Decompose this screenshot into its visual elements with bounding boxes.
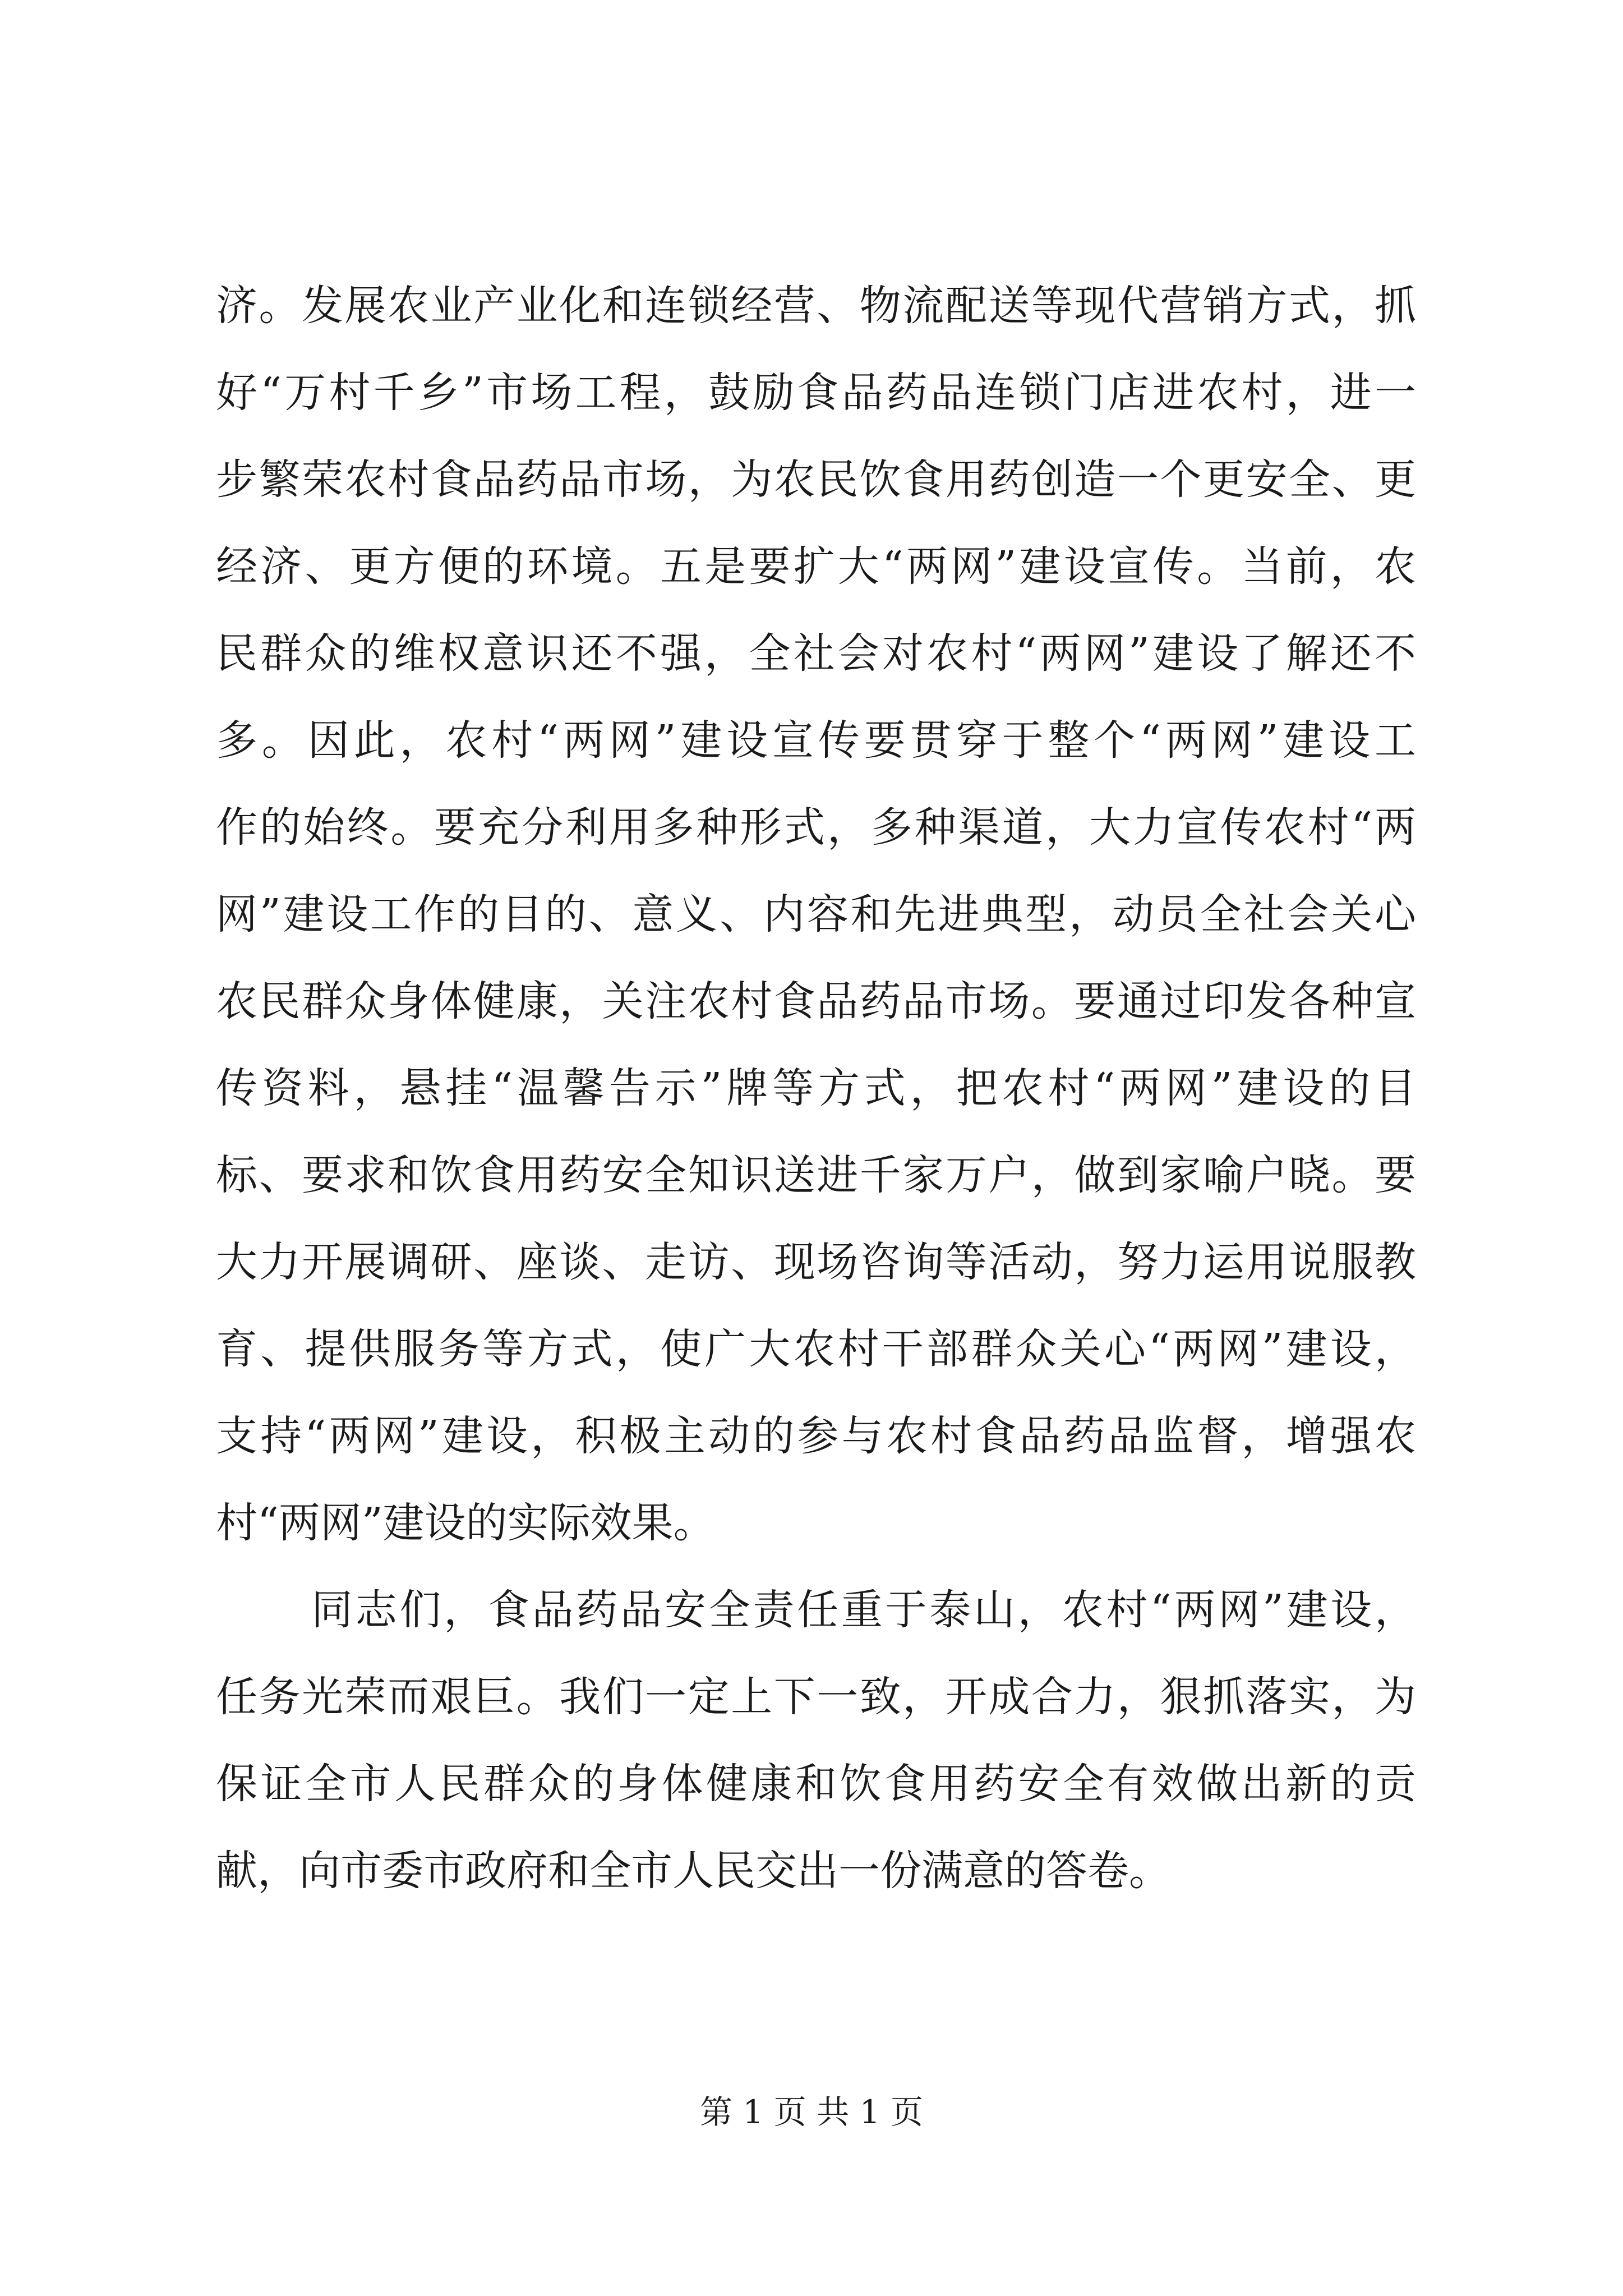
- text-line: 支持“两网”建设，积极主动的参与农村食品药品监督，增强农: [216, 1412, 1416, 1460]
- text-line: 作的始终。要充分利用多种形式，多种渠道，大力宣传农村“两: [216, 803, 1416, 852]
- text-line: 多。因此，农村“两网”建设宣传要贯穿于整个“两网”建设工: [216, 716, 1416, 765]
- paragraph-1: [216, 263, 1416, 1567]
- text-line: 大力开展调研、座谈、走访、现场咨询等活动，努力运用说服教: [216, 1238, 1416, 1286]
- document-body: [216, 263, 1416, 1915]
- text-line: 标、要求和饮食用药安全知识送进千家万户，做到家喻户晓。要: [216, 1151, 1416, 1199]
- text-line: 育、提供服务等方式，使广大农村干部群众关心“两网”建设，: [216, 1325, 1416, 1373]
- text-line: 农民群众身体健康，关注农村食品药品市场。要通过印发各种宣: [216, 977, 1416, 1025]
- text-line: 经济、更方便的环境。五是要扩大“两网”建设宣传。当前，农: [216, 542, 1416, 591]
- text-line: 网”建设工作的目的、意义、内容和先进典型，动员全社会关心: [216, 890, 1416, 938]
- text-line: 好“万村千乡”市场工程，鼓励食品药品连锁门店进农村，进一: [216, 369, 1416, 417]
- text-line: 民群众的维权意识还不强，全社会对农村“两网”建设了解还不: [216, 629, 1416, 678]
- text-line: 任务光荣而艰巨。我们一定上下一致，开成合力，狠抓落实，为: [216, 1673, 1416, 1721]
- paragraph-2: [216, 1567, 1416, 1915]
- text-line: 保证全市人民群众的身体健康和饮食用药安全有效做出新的贡: [216, 1760, 1416, 1808]
- text-line: 济。发展农业产业化和连锁经营、物流配送等现代营销方式，抓: [216, 282, 1416, 330]
- text-line: 同志们，食品药品安全责任重于泰山，农村“两网”建设，: [311, 1586, 1416, 1634]
- text-line: 步繁荣农村食品药品市场，为农民饮食用药创造一个更安全、更: [216, 455, 1416, 504]
- text-line: 村“两网”建设的实际效果。: [216, 1499, 715, 1547]
- page-number-footer: 第 1 页 共 1 页: [700, 2093, 923, 2131]
- text-line: 传资料，悬挂“温馨告示”牌等方式，把农村“两网”建设的目: [216, 1064, 1416, 1112]
- text-line: 献，向市委市政府和全市人民交出一份满意的答卷。: [216, 1847, 1170, 1895]
